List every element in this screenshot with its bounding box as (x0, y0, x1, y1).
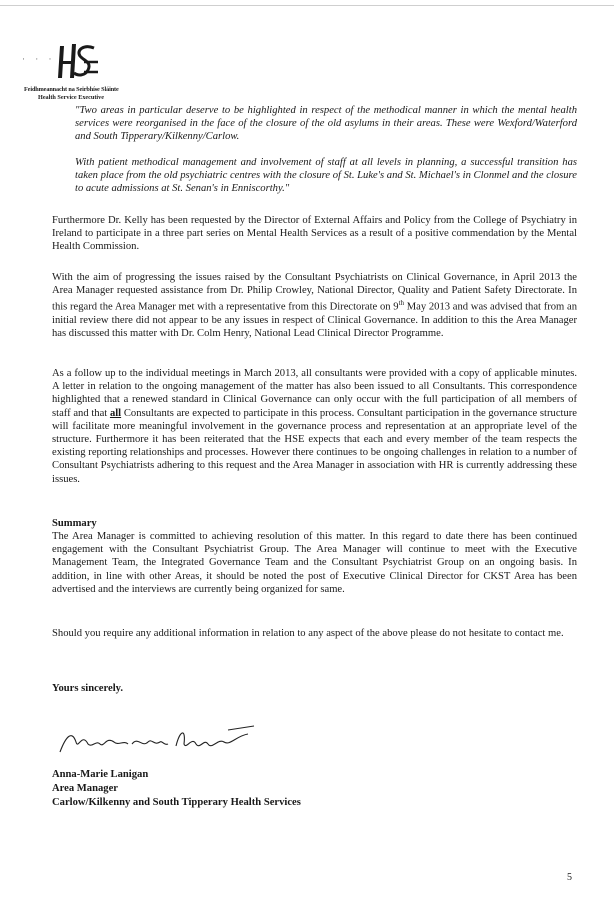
page-number: 5 (567, 872, 572, 883)
p3-text-b: Consultants are expected to participate in this process. Consultant participation in the governance structure will facilitate more meaningful involvement in the governance process and representation at an appropriate level of the structure. Furthermore it has been reiterated that the HSE expects that each and every member of the team respects the existing reporting relationships and processes. However there continues to be ongoing challenges in relation to a number of Consultant Psychiatrists adhering to this request and the Area Manager in association with HR is currently addressing these issues. (52, 407, 577, 485)
p3-emphasis-all: all (109, 407, 122, 419)
signatory-name: Anna-Marie Lanigan (52, 769, 149, 780)
p3-text-a: As a follow up to the individual meetings in March 2013, all consultants were provided with a copy of applicable minutes. A letter in relation to the ongoing management of the matter has also been issued to all Consultants. This correspondence highlighted that a renewed standard in Clinical Governance can only occur with the full participation of all members of staff and that (52, 368, 577, 419)
logo-dots: · · · (22, 54, 56, 64)
signatory-title: Area Manager (52, 783, 118, 794)
logo-irish-name: Feidhmeannacht na Seirbhíse Sláinte (24, 86, 119, 93)
quote-paragraph-1: "Two areas in particular deserve to be highlighted in respect of the methodical manner in which the mental health services were reorganised in the face of the closure of the old asylums in their areas. These were Wexford/Waterford and South Tipperary/Kilkenny/Carlow. (75, 105, 577, 143)
closing-paragraph: Should you require any additional information in relation to any aspect of the above please do not hesitate to contact me. (52, 628, 564, 639)
salutation: Yours sincerely. (52, 683, 124, 694)
summary-heading: Summary (52, 518, 97, 529)
logo-english-name: Health Service Executive (38, 94, 104, 101)
p2-superscript: th (398, 299, 405, 308)
p2-text-b: May 2013 and was advised that from an initial review there did not appear to be any issues in respect of Clinical Governance. In addition to this the Area Manager has discussed this matter with Dr. Colm Henry, National Lead Clinical Director Programme. (52, 301, 578, 340)
signatory-organisation: Carlow/Kilkenny and South Tipperary Health Services (52, 797, 301, 808)
handwritten-signature (58, 722, 258, 767)
body-paragraph-1: Furthermore Dr. Kelly has been requested by the Director of External Affairs and Policy from the College of Psychiatry in Ireland to participate in a three part series on Mental Health Services as a result of a positive commendation by the Mental Health Commission. (52, 215, 577, 253)
quote-paragraph-2: With patient methodical management and involvement of staff at all levels in planning, a successful transition has taken place from the old psychiatric centres with the closure of St. Luke's and St. Michael's in Clonmel and the closure to acute admissions at St. Senan's in Enniscorthy." (75, 157, 577, 195)
hse-logo-mark-icon (54, 42, 100, 82)
p2-text-a: With the aim of progressing the issues raised by the Consultant Psychiatrists on Clinical Governance, in April 2013 the Area Manager requested assistance from Dr. Philip Crowley, National Director, Quality and Patient Safety Directorate. In this regard the Area Manager met with a representative from this Directorate on 9 (52, 272, 577, 313)
summary-paragraph: The Area Manager is committed to achieving resolution of this matter. In this regard to date there has been continued engagement with the Consultant Psychiatrist Group. The Area Manager will continue to meet with the Executive Management Team, the Integrated Governance Team and the Consultant Psychiatrist Group on an ongoing basis. In addition, in line with other Areas, it should be noted the post of Executive Clinical Director for CKST Area has been advertised and the interviews are currently being organized for same. (52, 531, 577, 595)
hse-logo (22, 42, 142, 112)
body-paragraph-3 (52, 367, 577, 486)
page-top-border (0, 5, 614, 6)
body-paragraph-2 (52, 271, 577, 341)
